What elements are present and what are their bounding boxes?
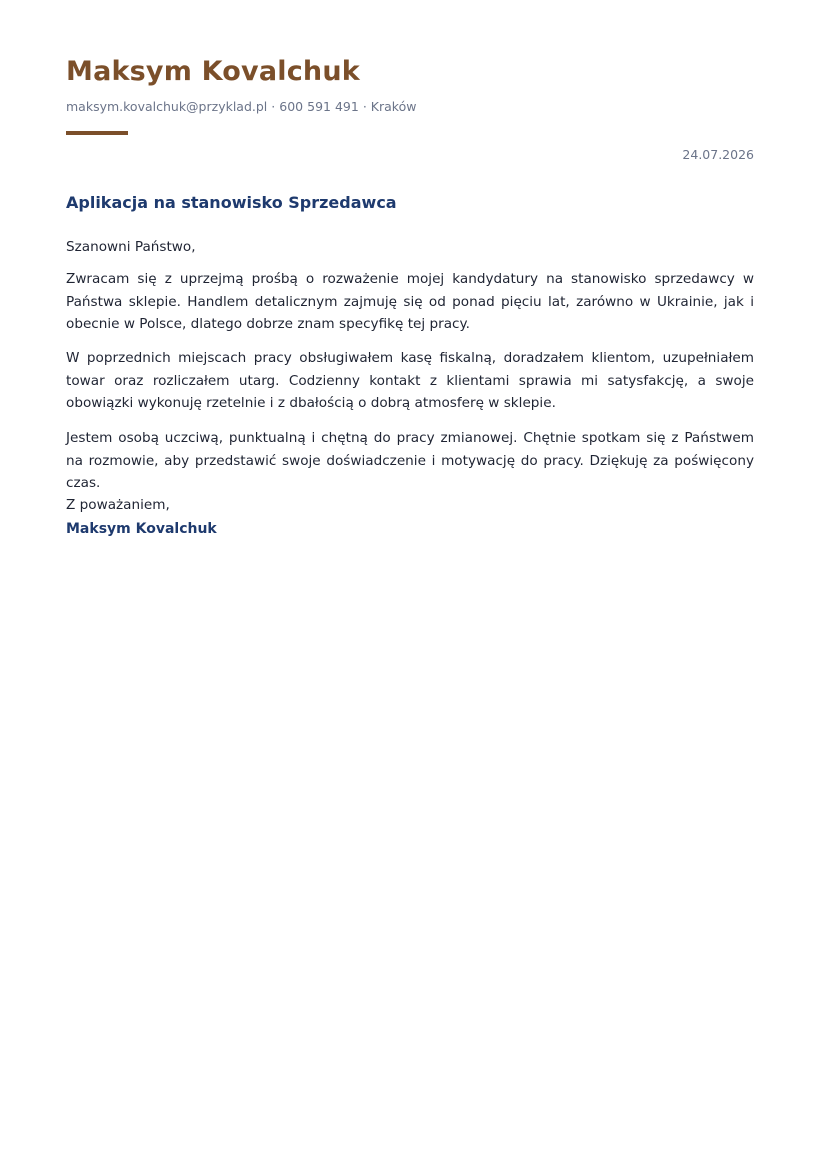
letter-paragraph: Jestem osobą uczciwą, punktualną i chętną do pracy zmianowej. Chętnie spotkam się z Państwem na rozmowie, aby przedstawić swoje doświadczenie i motywację do pracy. Dziękuję za poświęcony czas. bbox=[66, 430, 754, 492]
letter-subject: Aplikacja na stanowisko Sprzedawca bbox=[66, 193, 397, 212]
letter-paragraph: Zwracam się z uprzejmą prośbą o rozważenie mojej kandydatury na stanowisko sprzedawcy w Państwa sklepie. Handlem detalicznym zajmuję się od ponad pięciu lat, zarówno w Ukrainie, jak i obecnie w Polsce, dlatego dobrze znam specyfikę tej pracy. bbox=[66, 271, 754, 333]
letter-signature: Maksym Kovalchuk bbox=[66, 521, 217, 537]
contact-separator: · bbox=[271, 99, 276, 114]
letter-date: 24.07.2026 bbox=[682, 147, 754, 162]
contact-city: Kraków bbox=[370, 99, 417, 114]
contact-phone: 600 591 491 bbox=[279, 99, 359, 114]
accent-divider bbox=[66, 131, 128, 135]
contact-line bbox=[66, 99, 416, 114]
contact-email: maksym.kovalchuk@przyklad.pl bbox=[66, 99, 268, 114]
applicant-name: Maksym Kovalchuk bbox=[66, 56, 360, 87]
letter-greeting: Szanowni Państwo, bbox=[66, 239, 196, 255]
letter-paragraph: W poprzednich miejscach pracy obsługiwałem kasę fiskalną, doradzałem klientom, uzupełniałem towar oraz rozliczałem utarg. Codzienny kontakt z klientami sprawia mi satysfakcję, a swoje obowiązki wykonuję rzetelnie i z dbałością o dobrą atmosferę w sklepie. bbox=[66, 350, 754, 412]
contact-separator: · bbox=[362, 99, 367, 114]
letter-closing: Z poważaniem, bbox=[66, 497, 170, 513]
